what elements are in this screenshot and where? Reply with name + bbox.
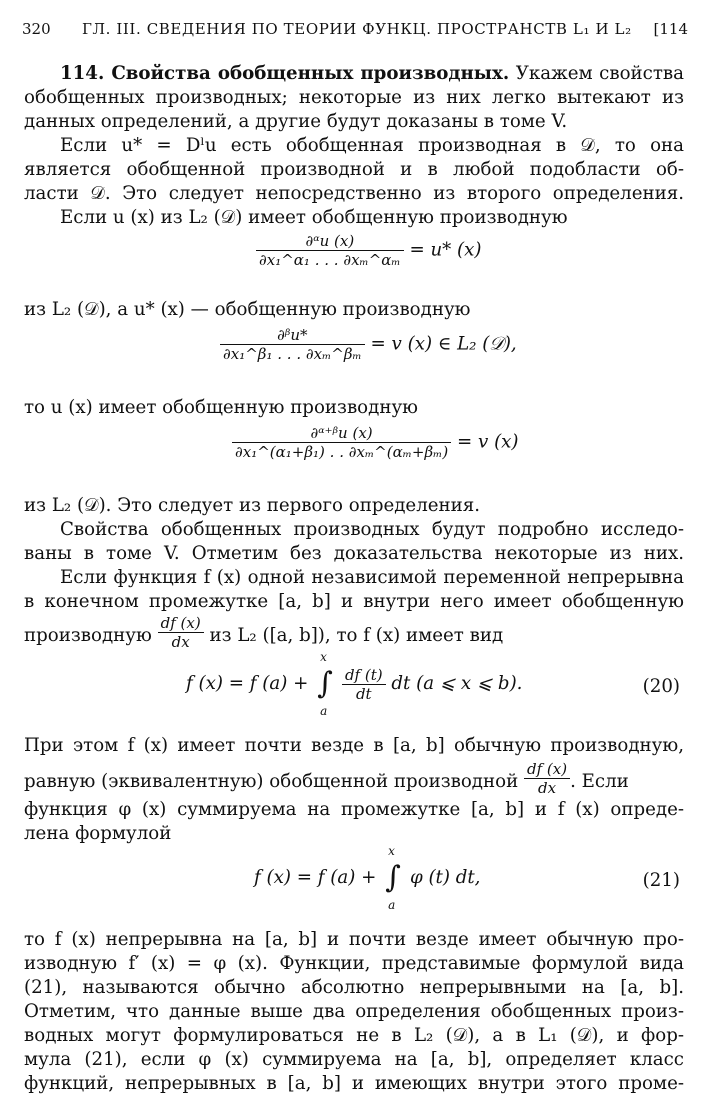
integral-sign: x ∫ a bbox=[317, 650, 333, 718]
running-header bbox=[22, 20, 688, 46]
equation-21: f (x) = f (a) + x ∫ a φ (t) dt, bbox=[254, 844, 481, 912]
formula-1-rhs: = u* (x) bbox=[409, 239, 482, 261]
formula-2-denominator: ∂x₁^β₁ . . . ∂xₘ^βₘ bbox=[223, 345, 362, 363]
text-line: в конечном промежутке [a, b] и внутри него имеет обобщенную bbox=[24, 591, 684, 612]
text-line: Если u (x) из L₂ (𝒟) имеет обобщенную производную bbox=[60, 207, 568, 228]
running-title: ГЛ. III. СВЕДЕНИЯ ПО ТЕОРИИ ФУНКЦ. ПРОСТРАНСТВ L₁ И L₂ bbox=[82, 20, 632, 38]
text-line: 114. Свойства обобщенных производных. Укажем свойства bbox=[60, 63, 684, 84]
text-line: является обобщенной производной и в любой подобласти об- bbox=[24, 159, 684, 180]
formula-1-numerator: ∂ᵅu (x) bbox=[256, 232, 404, 251]
text-line: лена формулой bbox=[24, 823, 172, 844]
text-line: функция φ (x) суммируема на промежутке [a, b] и f (x) опреде- bbox=[24, 799, 684, 820]
text-line: изводную f′ (x) = φ (x). Функции, представимые формулой вида bbox=[24, 953, 684, 974]
inline-fraction: $\frac{df (x)}{dx}$ bbox=[158, 614, 204, 651]
page-number: 320 bbox=[22, 20, 51, 38]
formula-3-rhs: = v (x) bbox=[457, 431, 519, 453]
equation-21-number: (21) bbox=[642, 870, 680, 891]
text-line: Если функция f (x) одной независимой переменной непрерывна bbox=[60, 567, 684, 588]
text-line: Отметим, что данные выше два определения обобщенных произ- bbox=[24, 1001, 684, 1022]
text-line: ваны в томе V. Отметим без доказательства некоторые из них. bbox=[24, 543, 684, 564]
text-line: Если u* = Dˡu есть обобщенная производная в 𝒟, то она bbox=[60, 135, 684, 156]
text-line: При этом f (x) имеет почти везде в [a, b] обычную производную, bbox=[24, 735, 684, 756]
text-line: Свойства обобщенных производных будут подробно исследо- bbox=[60, 519, 684, 540]
text-line: обобщенных производных; некоторые из них легко вытекают из bbox=[24, 87, 684, 108]
text-line: мула (21), если φ (x) суммируема на [a, b], определяет класс bbox=[24, 1049, 684, 1070]
section-heading: 114. Свойства обобщенных производных. bbox=[60, 63, 510, 84]
text-line: производную $\frac{df (x)}{dx}$ из L₂ ([a, b]), то f (x) имеет вид bbox=[24, 614, 504, 651]
equation-20: f (x) = f (a) + x ∫ a $\frac{df (t)}{dt}$ dt (a ⩽ x ⩽ b). bbox=[186, 650, 523, 718]
formula-2 bbox=[220, 326, 517, 363]
formula-1 bbox=[256, 232, 482, 269]
formula-3 bbox=[232, 424, 519, 461]
integral-sign: x ∫ a bbox=[385, 844, 401, 912]
text-line: из L₂ (𝒟), а u* (x) — обобщенную производную bbox=[24, 299, 471, 320]
formula-2-numerator: ∂ᵝu* bbox=[220, 326, 365, 345]
text-line: то u (x) имеет обобщенную производную bbox=[24, 397, 418, 418]
text-line: функций, непрерывных в [a, b] и имеющих внутри этого проме- bbox=[24, 1073, 684, 1094]
text-line: ласти 𝒟. Это следует непосредственно из второго определения. bbox=[24, 183, 684, 204]
section-ref: [114 bbox=[653, 20, 688, 38]
text-line: равную (эквивалентную) обобщенной производной $\frac{df (x)}{dx}$ . Если bbox=[24, 760, 629, 797]
text-line: из L₂ (𝒟). Это следует из первого определения. bbox=[24, 495, 481, 516]
formula-3-numerator: ∂ᵅ⁺ᵝu (x) bbox=[232, 424, 451, 443]
formula-2-rhs: = v (x) ∈ L₂ (𝒟), bbox=[370, 333, 517, 355]
inline-fraction: $\frac{df (x)}{dx}$ bbox=[524, 760, 570, 797]
text-line: (21), называются обычно абсолютно непрерывными на [a, b]. bbox=[24, 977, 684, 998]
equation-20-number: (20) bbox=[642, 676, 680, 697]
text-line: водных могут формулироваться не в L₂ (𝒟), а в L₁ (𝒟), и фор- bbox=[24, 1025, 684, 1046]
text-line: то f (x) непрерывна на [a, b] и почти везде имеет обычную про- bbox=[24, 929, 684, 950]
text-line: данных определений, а другие будут доказаны в томе V. bbox=[24, 111, 568, 132]
formula-3-denominator: ∂x₁^(α₁+β₁) . . ∂xₘ^(αₘ+βₘ) bbox=[235, 443, 449, 461]
formula-1-denominator: ∂x₁^α₁ . . . ∂xₘ^αₘ bbox=[259, 251, 401, 269]
